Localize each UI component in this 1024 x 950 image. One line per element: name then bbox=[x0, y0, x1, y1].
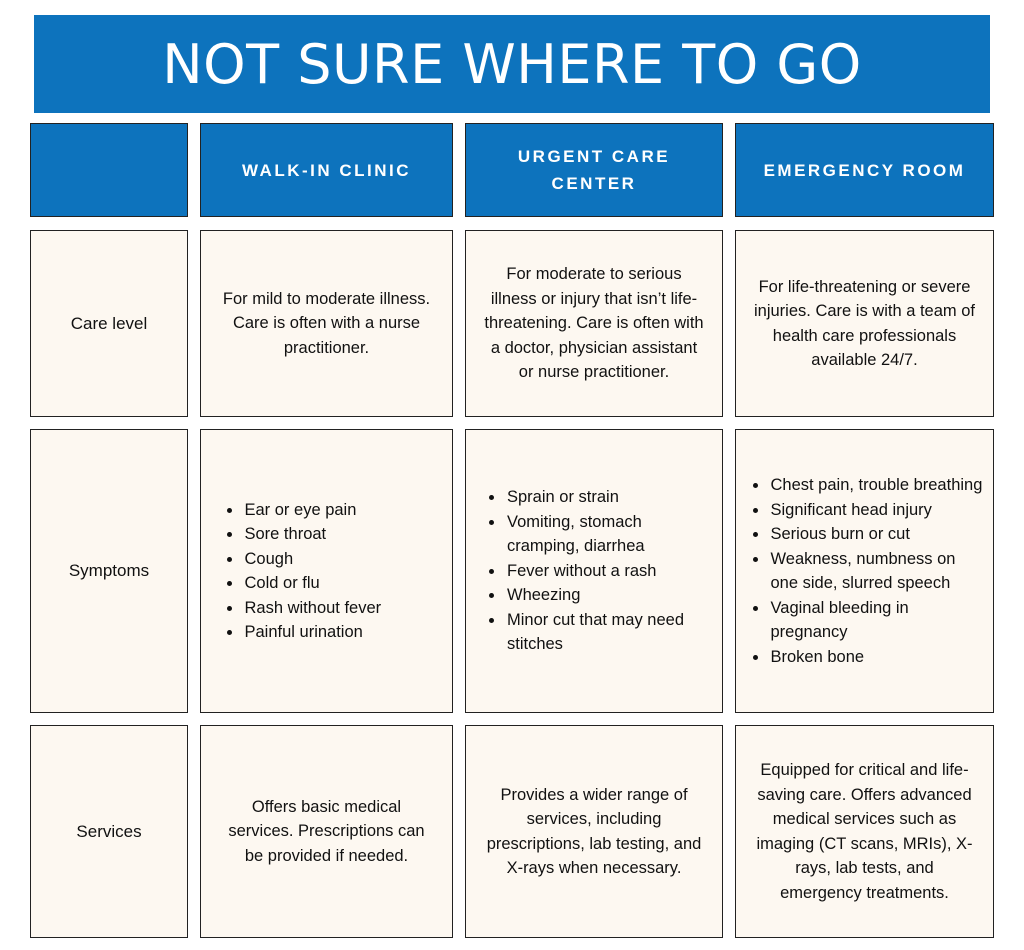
symptoms-emergency-cell bbox=[735, 429, 994, 713]
services-emergency-cell bbox=[735, 725, 994, 938]
list-item: • Sore throat bbox=[243, 522, 433, 547]
symptoms-label: Symptoms bbox=[68, 561, 150, 580]
care-level-urgent-care-cell bbox=[465, 230, 723, 417]
header-emergency-room bbox=[735, 123, 994, 217]
list-item: • Ear or eye pain bbox=[243, 498, 433, 523]
care-level-emergency-cell bbox=[735, 230, 994, 417]
header-walk-in-clinic-label: WALK-IN CLINIC bbox=[241, 160, 412, 180]
services-urgent-care-cell bbox=[465, 725, 723, 938]
services-emergency-text: Equipped for critical and life-saving care. Offers advanced medical services such as imaging (CT scans, MRIs), X-rays, lab tests, and emergency treatments. bbox=[756, 761, 973, 902]
list-item: • Fever without a rash bbox=[505, 559, 705, 584]
row-label-services bbox=[30, 725, 188, 938]
care-level-emergency-text: For life-threatening or severe injuries. Care is with a team of health care professionals available 24/7. bbox=[754, 277, 976, 369]
list-item: • Serious burn or cut bbox=[769, 522, 983, 547]
list-item: • Weakness, numbness on one side, slurred speech bbox=[769, 547, 983, 596]
title-banner bbox=[34, 15, 990, 113]
care-level-urgent-care-text: For moderate to serious illness or injury that isn’t life-threatening. Care is often with a doctor, physician assistant or nurse practitioner. bbox=[484, 265, 704, 382]
symptoms-walk-in-cell bbox=[200, 429, 453, 713]
header-emergency-room-label: EMERGENCY ROOM bbox=[763, 160, 966, 180]
list-item: • Vomiting, stomach cramping, diarrhea bbox=[505, 510, 705, 559]
list-item: • Cold or flu bbox=[243, 571, 433, 596]
header-urgent-care-center-label: URGENT CARE CENTER bbox=[517, 147, 671, 193]
care-level-walk-in-cell bbox=[200, 230, 453, 417]
symptoms-walk-in-list bbox=[221, 498, 433, 645]
list-item: • Vaginal bleeding in pregnancy bbox=[769, 596, 983, 645]
symptoms-emergency-list bbox=[747, 473, 983, 669]
header-walk-in-clinic bbox=[200, 123, 453, 217]
header-urgent-care-center bbox=[465, 123, 723, 217]
header-corner-cell bbox=[30, 123, 188, 217]
page-title: NOT SURE WHERE TO GO bbox=[162, 32, 862, 96]
care-level-walk-in-text: For mild to moderate illness. Care is often with a nurse practitioner. bbox=[222, 289, 431, 357]
list-item: • Broken bone bbox=[769, 645, 983, 670]
list-item: • Wheezing bbox=[505, 583, 705, 608]
list-item: • Rash without fever bbox=[243, 596, 433, 621]
list-item: • Chest pain, trouble breathing bbox=[769, 473, 983, 498]
care-level-label: Care level bbox=[70, 313, 148, 333]
row-label-care-level bbox=[30, 230, 188, 417]
services-walk-in-text: Offers basic medical services. Prescriptions can be provided if needed. bbox=[228, 797, 425, 865]
list-item: • Cough bbox=[243, 547, 433, 572]
row-label-symptoms bbox=[30, 429, 188, 713]
services-walk-in-cell bbox=[200, 725, 453, 938]
symptoms-urgent-care-list bbox=[483, 485, 705, 657]
services-urgent-care-text: Provides a wider range of services, including prescriptions, lab testing, and X-rays when necessary. bbox=[486, 785, 702, 877]
list-item: • Significant head injury bbox=[769, 498, 983, 523]
symptoms-urgent-care-cell bbox=[465, 429, 723, 713]
list-item: • Painful urination bbox=[243, 620, 433, 645]
list-item: • Sprain or strain bbox=[505, 485, 705, 510]
list-item: • Minor cut that may need stitches bbox=[505, 608, 705, 657]
services-label: Services bbox=[76, 821, 142, 841]
